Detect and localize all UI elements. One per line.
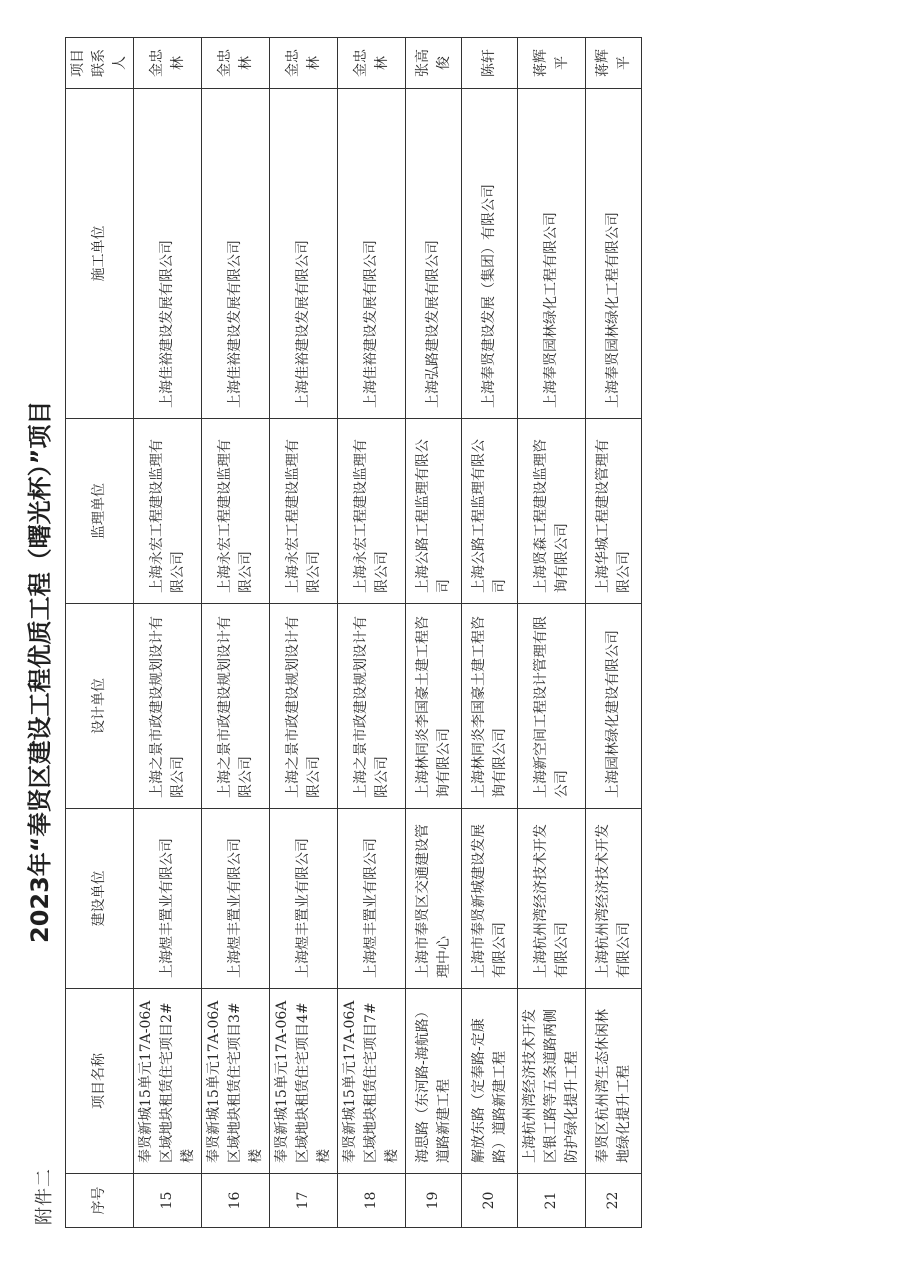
cell-project-name: 奉贤新城15单元17A-06A区域地块租赁住宅项目3#楼 bbox=[202, 989, 270, 1174]
table-row bbox=[518, 38, 586, 1228]
header-seq: 序号 bbox=[66, 1174, 134, 1228]
cell-seq: 18 bbox=[338, 1174, 406, 1228]
cell-construction-unit: 上海市奉贤新城建设发展有限公司 bbox=[462, 809, 518, 989]
cell-project-name: 奉贤新城15单元17A-06A区域地块租赁住宅项目7#楼 bbox=[338, 989, 406, 1174]
page-title: 2023年“奉贤区建设工程优质工程（曙光杯）”项目 bbox=[26, 400, 54, 943]
cell-seq: 20 bbox=[462, 1174, 518, 1228]
cell-contractor: 上海佳裕建设发展有限公司 bbox=[134, 89, 202, 419]
table-row bbox=[134, 38, 202, 1228]
cell-contractor: 上海奉贤建设发展（集团）有限公司 bbox=[462, 89, 518, 419]
table-header-row bbox=[66, 38, 134, 1228]
cell-seq: 21 bbox=[518, 1174, 586, 1228]
cell-design-unit: 上海之景市政建设规划设计有限公司 bbox=[338, 604, 406, 809]
cell-project-name: 奉贤区杭州湾生态休闲林地绿化提升工程 bbox=[586, 989, 642, 1174]
cell-project-name: 海思路（东河路-海航路）道路新建工程 bbox=[406, 989, 462, 1174]
cell-contact: 金忠林 bbox=[338, 38, 406, 89]
cell-design-unit: 上海林同炎李国豪土建工程咨询有限公司 bbox=[462, 604, 518, 809]
cell-project-name: 解放东路（定奉路-定康路）道路新建工程 bbox=[462, 989, 518, 1174]
cell-seq: 19 bbox=[406, 1174, 462, 1228]
cell-design-unit: 上海之景市政建设规划设计有限公司 bbox=[202, 604, 270, 809]
cell-seq: 22 bbox=[586, 1174, 642, 1228]
cell-design-unit: 上海新空间工程设计管理有限公司 bbox=[518, 604, 586, 809]
cell-contractor: 上海佳裕建设发展有限公司 bbox=[202, 89, 270, 419]
cell-contractor: 上海奉贤园林绿化工程有限公司 bbox=[586, 89, 642, 419]
attachment-label: 附件二 bbox=[34, 1168, 55, 1225]
cell-design-unit: 上海之景市政建设规划设计有限公司 bbox=[270, 604, 338, 809]
cell-contractor: 上海佳裕建设发展有限公司 bbox=[338, 89, 406, 419]
cell-seq: 17 bbox=[270, 1174, 338, 1228]
cell-contact: 蒋辉平 bbox=[586, 38, 642, 89]
cell-contact: 陈轩 bbox=[462, 38, 518, 89]
cell-contractor: 上海奉贤园林绿化工程有限公司 bbox=[518, 89, 586, 419]
cell-contact: 金忠林 bbox=[134, 38, 202, 89]
cell-construction-unit: 上海煜丰置业有限公司 bbox=[202, 809, 270, 989]
cell-supervision-unit: 上海永宏工程建设监理有限公司 bbox=[202, 419, 270, 604]
cell-supervision-unit: 上海永宏工程建设监理有限公司 bbox=[134, 419, 202, 604]
cell-design-unit: 上海园林绿化建设有限公司 bbox=[586, 604, 642, 809]
cell-construction-unit: 上海市奉贤区交通建设管理中心 bbox=[406, 809, 462, 989]
cell-supervision-unit: 上海公路工程监理有限公司 bbox=[406, 419, 462, 604]
cell-contractor: 上海佳裕建设发展有限公司 bbox=[270, 89, 338, 419]
header-contractor: 施工单位 bbox=[66, 89, 134, 419]
cell-contact: 蒋辉平 bbox=[518, 38, 586, 89]
cell-supervision-unit: 上海贤森工程建设监理咨询有限公司 bbox=[518, 419, 586, 604]
cell-construction-unit: 上海煜丰置业有限公司 bbox=[134, 809, 202, 989]
table-row bbox=[586, 38, 642, 1228]
cell-construction-unit: 上海杭州湾经济技术开发有限公司 bbox=[586, 809, 642, 989]
cell-project-name: 奉贤新城15单元17A-06A区域地块租赁住宅项目2#楼 bbox=[134, 989, 202, 1174]
cell-construction-unit: 上海杭州湾经济技术开发有限公司 bbox=[518, 809, 586, 989]
header-supervision-unit: 监理单位 bbox=[66, 419, 134, 604]
cell-seq: 15 bbox=[134, 1174, 202, 1228]
cell-contact: 金忠林 bbox=[270, 38, 338, 89]
cell-supervision-unit: 上海永宏工程建设监理有限公司 bbox=[270, 419, 338, 604]
table-row bbox=[338, 38, 406, 1228]
cell-seq: 16 bbox=[202, 1174, 270, 1228]
cell-contact: 金忠林 bbox=[202, 38, 270, 89]
header-construction-unit: 建设单位 bbox=[66, 809, 134, 989]
project-table bbox=[65, 37, 642, 1228]
cell-construction-unit: 上海煜丰置业有限公司 bbox=[270, 809, 338, 989]
header-contact: 项目联系人 bbox=[66, 38, 134, 89]
table-row bbox=[270, 38, 338, 1228]
cell-supervision-unit: 上海公路工程监理有限公司 bbox=[462, 419, 518, 604]
table-row bbox=[462, 38, 518, 1228]
header-project-name: 项目名称 bbox=[66, 989, 134, 1174]
cell-contact: 张高俊 bbox=[406, 38, 462, 89]
table-row bbox=[406, 38, 462, 1228]
cell-project-name: 奉贤新城15单元17A-06A区域地块租赁住宅项目4#楼 bbox=[270, 989, 338, 1174]
cell-contractor: 上海弘路建设发展有限公司 bbox=[406, 89, 462, 419]
table-row bbox=[202, 38, 270, 1228]
cell-project-name: 上海杭州湾经济技术开发区银工路等五条道路两侧防护绿化提升工程 bbox=[518, 989, 586, 1174]
cell-design-unit: 上海林同炎李国豪土建工程咨询有限公司 bbox=[406, 604, 462, 809]
cell-supervision-unit: 上海永宏工程建设监理有限公司 bbox=[338, 419, 406, 604]
cell-design-unit: 上海之景市政建设规划设计有限公司 bbox=[134, 604, 202, 809]
cell-construction-unit: 上海煜丰置业有限公司 bbox=[338, 809, 406, 989]
header-design-unit: 设计单位 bbox=[66, 604, 134, 809]
cell-supervision-unit: 上海华城工程建设管理有限公司 bbox=[586, 419, 642, 604]
